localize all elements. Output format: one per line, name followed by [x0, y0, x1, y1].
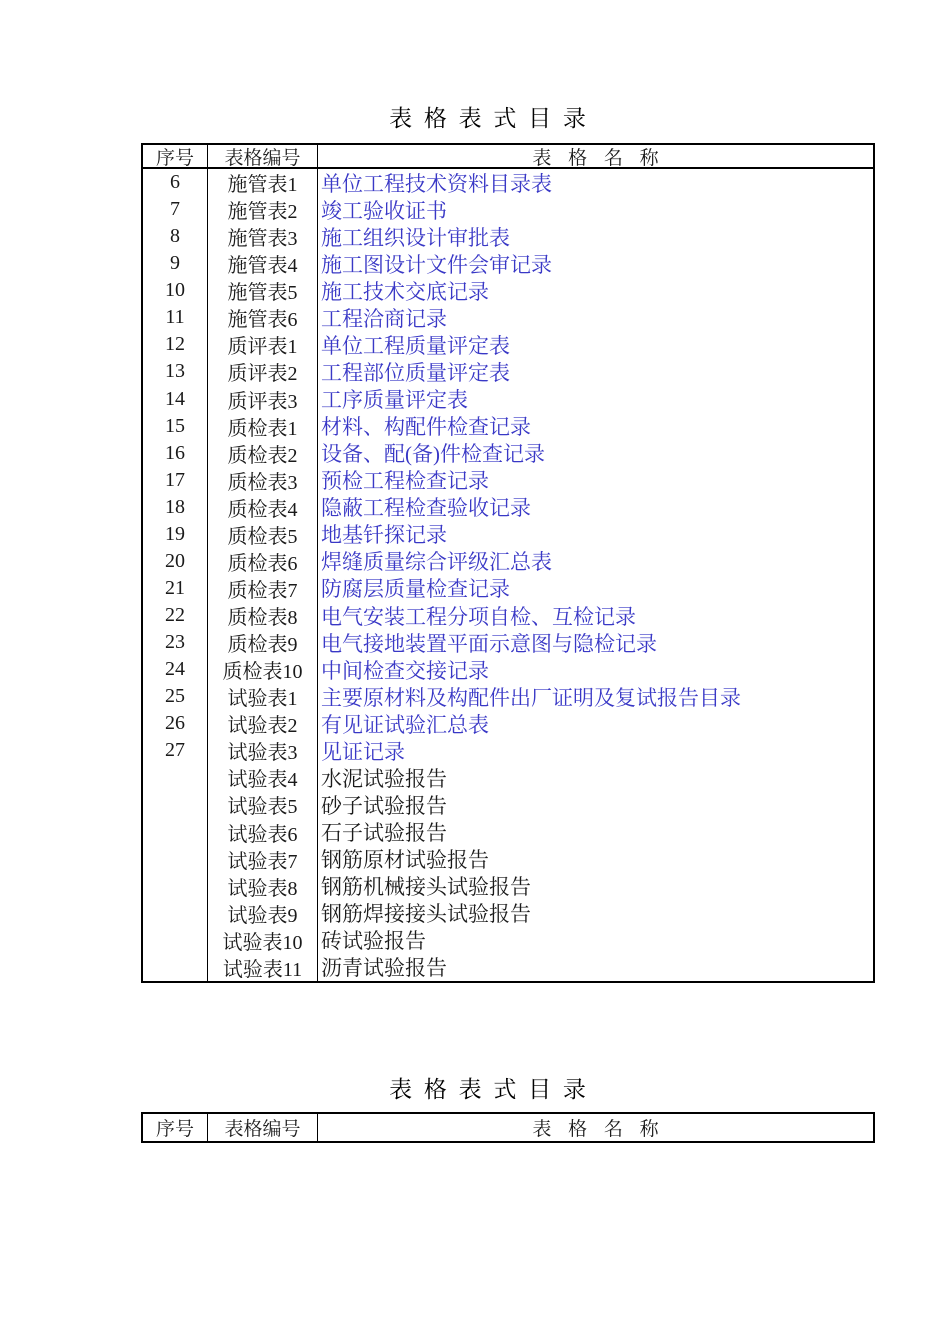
form-code-cell: 试验表9 — [208, 900, 318, 927]
form-code-cell: 试验表1 — [208, 683, 318, 710]
header-name-column — [318, 145, 873, 167]
header-name-label: 表 格 名 称 — [532, 1119, 659, 1140]
form-code-cell: 质检表8 — [208, 602, 318, 629]
table-row — [143, 413, 873, 440]
form-name-text: 钢筋机械接头试验报告 — [321, 875, 531, 900]
seq-cell: 22 — [143, 602, 208, 629]
seq-cell: 13 — [143, 358, 208, 385]
form-code-cell: 质检表3 — [208, 467, 318, 494]
seq-cell — [143, 764, 208, 791]
table-row — [143, 927, 873, 954]
seq-cell: 19 — [143, 521, 208, 548]
form-name-link[interactable]: 隐蔽工程检查验收记录 — [321, 496, 531, 521]
seq-cell — [143, 954, 208, 981]
seq-cell: 7 — [143, 196, 208, 223]
seq-cell: 8 — [143, 223, 208, 250]
table-row — [143, 386, 873, 413]
form-code-cell: 质检表1 — [208, 413, 318, 440]
form-name-text: 砖试验报告 — [321, 929, 426, 954]
form-code-cell: 试验表4 — [208, 764, 318, 791]
form-code-cell: 施管表6 — [208, 304, 318, 331]
forms-directory-table-2 — [141, 1112, 875, 1143]
form-name-link[interactable]: 防腐层质量检查记录 — [321, 577, 510, 602]
form-name-link[interactable]: 电气接地装置平面示意图与隐检记录 — [321, 631, 657, 656]
header-seq-column — [143, 145, 208, 167]
header-name-label: 表 格 名 称 — [532, 147, 659, 167]
table-row — [143, 683, 873, 710]
seq-cell: 10 — [143, 277, 208, 304]
seq-cell: 17 — [143, 467, 208, 494]
table-row — [143, 656, 873, 683]
form-code-cell: 试验表10 — [208, 927, 318, 954]
seq-cell: 12 — [143, 331, 208, 358]
seq-cell — [143, 791, 208, 818]
header-code-column — [208, 1114, 318, 1141]
form-name-link[interactable]: 施工技术交底记录 — [321, 279, 489, 304]
form-name-text: 砂子试验报告 — [321, 793, 447, 818]
form-name-text: 钢筋原材试验报告 — [321, 848, 489, 873]
form-name-link[interactable]: 设备、配(备)件检查记录 — [321, 442, 545, 467]
form-code-cell: 试验表2 — [208, 710, 318, 737]
seq-cell: 27 — [143, 737, 208, 764]
form-name-link[interactable]: 中间检查交接记录 — [321, 658, 489, 683]
form-name-link[interactable]: 工程部位质量评定表 — [321, 360, 510, 385]
form-code-cell: 施管表3 — [208, 223, 318, 250]
form-name-link[interactable]: 单位工程质量评定表 — [321, 333, 510, 358]
form-code-cell: 施管表1 — [208, 169, 318, 196]
table-2-header-row — [143, 1114, 873, 1141]
seq-cell: 18 — [143, 494, 208, 521]
form-code-cell: 质评表2 — [208, 358, 318, 385]
form-name-text: 石子试验报告 — [321, 821, 447, 846]
header-seq-column — [143, 1114, 208, 1141]
form-name-link[interactable]: 主要原材料及构配件出厂证明及复试报告目录 — [321, 685, 741, 710]
table-row — [143, 575, 873, 602]
table-row — [143, 791, 873, 818]
table-row — [143, 304, 873, 331]
seq-cell — [143, 819, 208, 846]
table-row — [143, 331, 873, 358]
forms-directory-table — [141, 143, 875, 983]
table-row — [143, 440, 873, 467]
header-code-column — [208, 145, 318, 167]
header-seq-label: 序号 — [155, 1119, 194, 1140]
table-row — [143, 548, 873, 575]
form-code-cell: 试验表3 — [208, 737, 318, 764]
form-code-cell: 施管表4 — [208, 250, 318, 277]
form-name-text: 钢筋焊接接头试验报告 — [321, 902, 531, 927]
seq-cell: 11 — [143, 304, 208, 331]
form-code-cell: 试验表11 — [208, 954, 318, 981]
seq-cell: 15 — [143, 413, 208, 440]
table-row — [143, 196, 873, 223]
table-row — [143, 602, 873, 629]
form-code-cell: 试验表8 — [208, 873, 318, 900]
form-code-cell: 质评表3 — [208, 386, 318, 413]
form-name-link[interactable]: 电气安装工程分项自检、互检记录 — [321, 604, 636, 629]
form-name-text: 沥青试验报告 — [321, 956, 447, 981]
form-code-cell: 质检表10 — [208, 656, 318, 683]
table-row — [143, 846, 873, 873]
seq-cell: 6 — [143, 169, 208, 196]
seq-cell — [143, 873, 208, 900]
table-row — [143, 954, 873, 981]
seq-cell: 9 — [143, 250, 208, 277]
form-name-link[interactable]: 见证记录 — [321, 739, 405, 764]
table-row — [143, 710, 873, 737]
form-code-cell: 施管表2 — [208, 196, 318, 223]
table-row — [143, 900, 873, 927]
form-code-cell: 试验表5 — [208, 791, 318, 818]
seq-cell: 25 — [143, 683, 208, 710]
form-name-link[interactable]: 施工图设计文件会审记录 — [321, 252, 552, 277]
form-code-cell: 质评表1 — [208, 331, 318, 358]
table-row — [143, 277, 873, 304]
form-code-cell: 施管表5 — [208, 277, 318, 304]
header-seq-label: 序号 — [155, 147, 194, 169]
table-header-row — [143, 145, 873, 169]
seq-cell — [143, 900, 208, 927]
form-name-link[interactable]: 工程洽商记录 — [321, 306, 447, 331]
form-code-cell: 试验表7 — [208, 846, 318, 873]
form-code-cell: 质检表7 — [208, 575, 318, 602]
seq-cell: 26 — [143, 710, 208, 737]
table-row — [143, 169, 873, 196]
table-row — [143, 629, 873, 656]
form-code-cell: 试验表6 — [208, 819, 318, 846]
header-code-label: 表格编号 — [224, 147, 301, 169]
seq-cell — [143, 846, 208, 873]
seq-cell: 16 — [143, 440, 208, 467]
table-row — [143, 250, 873, 277]
table-row — [143, 467, 873, 494]
form-code-cell: 质检表5 — [208, 521, 318, 548]
seq-cell — [143, 927, 208, 954]
form-name-link[interactable]: 材料、构配件检查记录 — [321, 415, 531, 440]
table-row — [143, 358, 873, 385]
table-body — [143, 169, 873, 981]
table-row — [143, 494, 873, 521]
table-row — [143, 737, 873, 764]
form-name-link[interactable]: 预检工程检查记录 — [321, 469, 489, 494]
table-row — [143, 819, 873, 846]
form-name-link[interactable]: 地基钎探记录 — [321, 523, 447, 548]
table-row — [143, 764, 873, 791]
table-row — [143, 223, 873, 250]
table-row — [143, 521, 873, 548]
form-code-cell: 质检表2 — [208, 440, 318, 467]
seq-cell: 14 — [143, 386, 208, 413]
form-name-link[interactable]: 单位工程技术资料目录表 — [321, 171, 552, 196]
page-title: 表 格 表 式 目 录 — [389, 106, 587, 131]
seq-cell: 20 — [143, 548, 208, 575]
table-row — [143, 873, 873, 900]
seq-cell: 21 — [143, 575, 208, 602]
seq-cell: 24 — [143, 656, 208, 683]
form-name-link[interactable]: 竣工验收证书 — [321, 198, 447, 223]
page-title-2: 表 格 表 式 目 录 — [389, 1077, 587, 1102]
seq-cell: 23 — [143, 629, 208, 656]
form-code-cell: 质检表6 — [208, 548, 318, 575]
form-name-link[interactable]: 有见证试验汇总表 — [321, 712, 489, 737]
header-code-label: 表格编号 — [224, 1119, 301, 1140]
form-code-cell: 质检表4 — [208, 494, 318, 521]
form-name-link[interactable]: 工序质量评定表 — [321, 388, 468, 413]
form-name-link[interactable]: 焊缝质量综合评级汇总表 — [321, 550, 552, 575]
header-name-column — [318, 1114, 873, 1141]
form-name-link[interactable]: 施工组织设计审批表 — [321, 225, 510, 250]
form-code-cell: 质检表9 — [208, 629, 318, 656]
form-name-text: 水泥试验报告 — [321, 766, 447, 791]
